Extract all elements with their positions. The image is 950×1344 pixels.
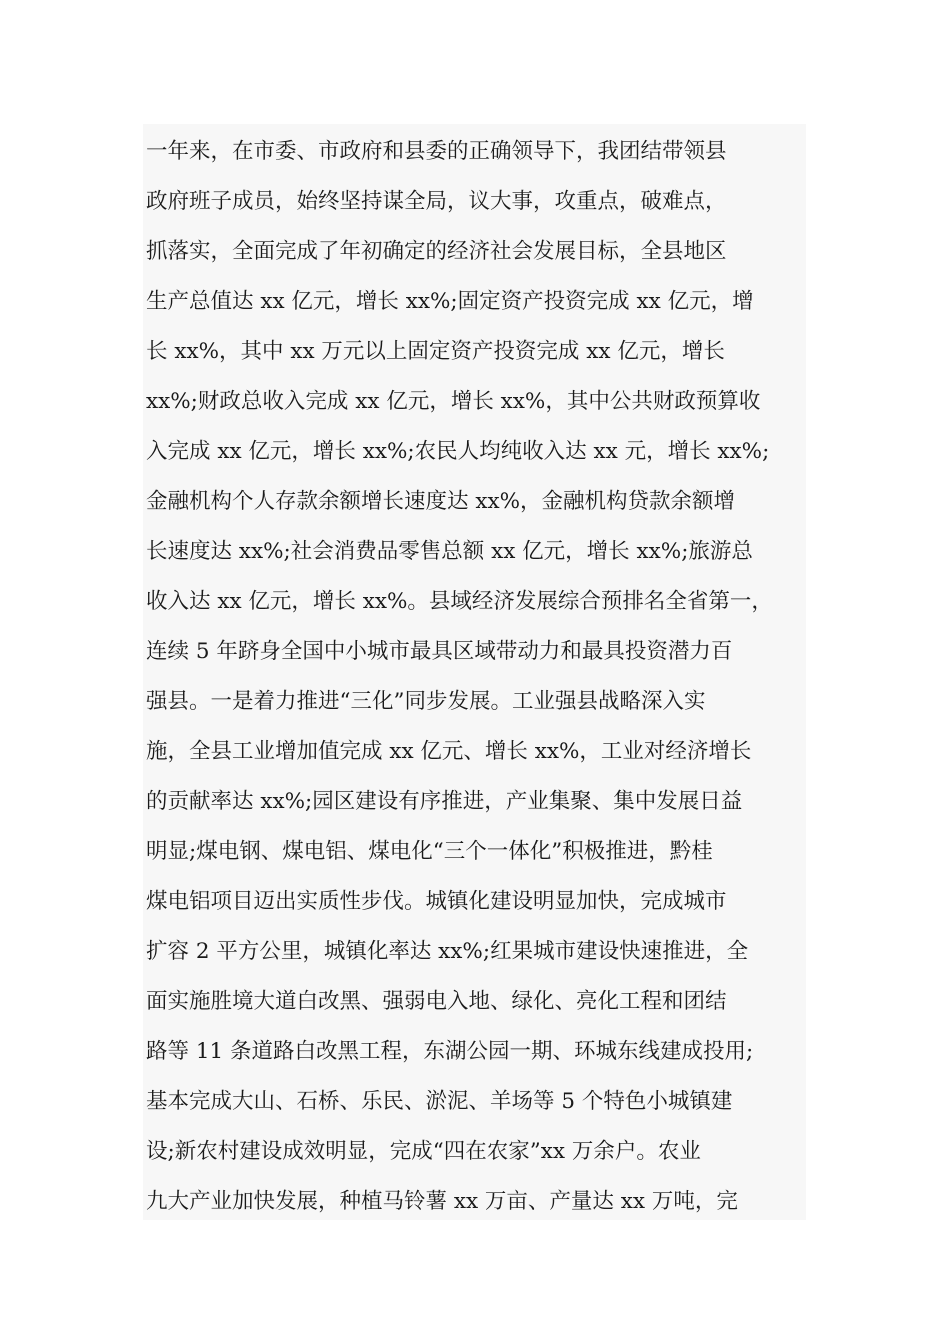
text-line: 路等 11 条道路白改黑工程，东湖公园一期、环城东线建成投用;	[146, 1039, 754, 1064]
text-line: 九大产业加快发展，种植马铃薯 xx 万亩、产量达 xx 万吨，完	[146, 1189, 738, 1214]
text-line: 生产总值达 xx 亿元，增长 xx%;固定资产投资完成 xx 亿元，增	[146, 289, 754, 314]
text-line: 抓落实，全面完成了年初确定的经济社会发展目标，全县地区	[146, 239, 727, 264]
body-text-block	[143, 124, 806, 1220]
text-line: 长速度达 xx%;社会消费品零售总额 xx 亿元，增长 xx%;旅游总	[146, 539, 753, 564]
text-line: 长 xx%，其中 xx 万元以上固定资产投资完成 xx 亿元，增长	[146, 339, 725, 364]
text-line: 政府班子成员，始终坚持谋全局，议大事，攻重点，破难点，	[146, 189, 727, 214]
text-line: 扩容 2 平方公里，城镇化率达 xx%;红果城市建设快速推进，全	[146, 939, 749, 964]
text-line: xx%;财政总收入完成 xx 亿元，增长 xx%，其中公共财政预算收	[146, 389, 761, 414]
text-line: 的贡献率达 xx%;园区建设有序推进，产业集聚、集中发展日益	[146, 789, 743, 814]
text-line: 连续 5 年跻身全国中小城市最具区域带动力和最具投资潜力百	[146, 639, 733, 664]
text-line: 金融机构个人存款余额增长速度达 xx%，金融机构贷款余额增	[146, 489, 736, 514]
text-line: 强县。一是着力推进“三化”同步发展。工业强县战略深入实	[146, 689, 706, 714]
text-line: 面实施胜境大道白改黑、强弱电入地、绿化、亮化工程和团结	[146, 989, 727, 1014]
text-line: 一年来，在市委、市政府和县委的正确领导下，我团结带领县	[146, 139, 727, 164]
text-line: 煤电铝项目迈出实质性步伐。城镇化建设明显加快，完成城市	[146, 889, 727, 914]
text-line: 施，全县工业增加值完成 xx 亿元、增长 xx%，工业对经济增长	[146, 739, 752, 764]
text-line: 收入达 xx 亿元，增长 xx%。县域经济发展综合预排名全省第一，	[146, 589, 773, 614]
text-line: 入完成 xx 亿元，增长 xx%;农民人均纯收入达 xx 元，增长 xx%;	[146, 439, 770, 464]
text-line: 明显;煤电钢、煤电铝、煤电化“三个一体化”积极推进，黔桂	[146, 839, 713, 864]
text-line: 基本完成大山、石桥、乐民、淤泥、羊场等 5 个特色小城镇建	[146, 1089, 733, 1114]
text-line: 设;新农村建设成效明显，完成“四在农家”xx 万余户。农业	[146, 1139, 701, 1164]
